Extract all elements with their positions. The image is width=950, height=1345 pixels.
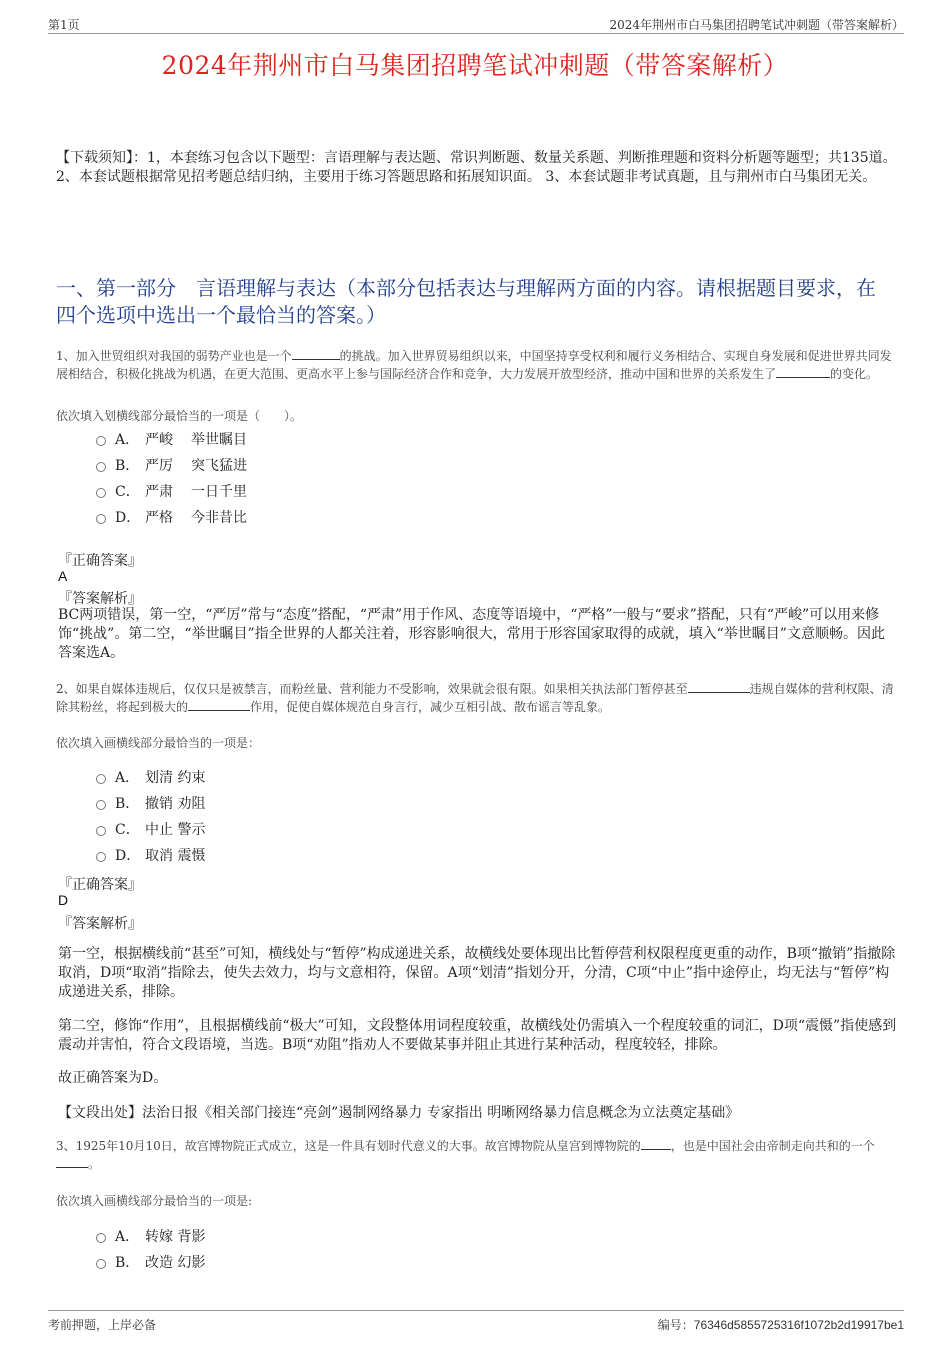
document-code: 编号：76346d5855725316f1072b2d19917be1 [657,1318,904,1332]
question-1-option-c[interactable]: C． 严肃 一日千里 [96,481,247,501]
radio-icon[interactable] [96,774,106,784]
question-3-prompt: 依次填入画横线部分最恰当的一项是: [56,1194,253,1208]
question-3-option-a[interactable]: A． 转嫁 背影 [96,1226,205,1246]
blank-line [688,681,750,693]
download-notice: 【下载须知】：1，本套练习包含以下题型：言语理解与表达题、常识判断题、数量关系题、判断推理题和资料分析题等题型；共135道。 2、本套试题根据常见招考题总结归纳，主要用于练习答题思路和拓展知识面。 3、本套试题非考试真题，且与荆州市白马集团无关。 [56,150,897,185]
radio-icon[interactable] [96,800,106,810]
correct-answer-label: 『正确答案』 [58,553,142,569]
question-2-explanation-3: 故正确答案为D。 [58,1070,168,1086]
question-2-source: 【文段出处】法治日报《相关部门接连“亮剑”遏制网络暴力 专家指出 明晰网络暴力信息概念为立法奠定基础》 [58,1105,740,1121]
question-1-option-d[interactable]: D． 严格 今非昔比 [96,507,247,527]
page-header [48,14,904,34]
header-doc-title: 2024年荆州市白马集团招聘笔试冲刺题（带答案解析） [609,18,904,32]
blank-line [292,348,340,360]
radio-icon[interactable] [96,514,106,524]
question-3-text: 3、1925年10月10日，故宫博物院正式成立，这是一件具有划时代意义的大事。故宫博物院从皇宫到博物院的 ，也是中国社会由帝制走向共和的一个。 [56,1139,875,1171]
blank-line [641,1138,671,1150]
section-title: 一、第一部分 言语理解与表达（本部分包括表达与理解两方面的内容。请根据题目要求，在四个选项中选出一个最恰当的答案。） [56,276,876,327]
answer-explanation-label: 『答案解析』 [58,916,142,932]
radio-icon[interactable] [96,852,106,862]
question-2-text: 2、如果自媒体违规后，仅仅只是被禁言，而粉丝量、营利能力不受影响，效果就会很有限。如果相关执法部门暂停甚至 违规自媒体的营利权限、清除其粉丝，将起到极大的 作用，促使自媒体规范自身言行，减少互相引战、散布谣言等乱象。 [56,682,894,714]
question-2-explanation-1: 第一空，根据横线前“甚至”可知，横线处与“暂停”构成递进关系，故横线处要体现出比暂停营利权限程度更重的动作，B项“撤销”指撤除取消，D项“取消”指除去，使失去效力，均与文意相符，保留。A项“划清”指划分开，分清，C项“中止”指中途停止，均无法与“暂停”构成递进关系，排除。 [58,946,896,1000]
question-1-answer: A [58,568,68,584]
radio-icon[interactable] [96,826,106,836]
answer-explanation-label: 『答案解析』 [58,591,142,607]
question-1-text: 1、加入世贸组织对我国的弱势产业也是一个 的挑战。加入世界贸易组织以来，中国坚持享受权利和履行义务相结合、实现自身发展和促进世界共同发展相结合，积极化挑战为机遇，在更大范围、更高水平上参与国际经济合作和竞争，大力发展开放型经济，推动中国和世界的关系发生了 的变化。 [56,349,892,381]
question-3-option-b[interactable]: B． 改造 幻影 [96,1252,205,1272]
footer-slogan: 考前押题，上岸必备 [48,1318,157,1332]
radio-icon[interactable] [96,488,106,498]
question-2-option-b[interactable]: B． 撤销 劝阻 [96,793,205,813]
question-2-option-c[interactable]: C． 中止 警示 [96,819,205,839]
page-title: 2024年荆州市白马集团招聘笔试冲刺题（带答案解析） [161,51,789,80]
question-1-prompt: 依次填入划横线部分最恰当的一项是（ ）。 [56,409,303,423]
radio-icon[interactable] [96,1233,106,1243]
question-2-option-a[interactable]: A． 划清 约束 [96,767,205,787]
question-2-answer: D [58,892,69,908]
question-1-option-b[interactable]: B． 严厉 突飞猛进 [96,455,247,475]
blank-line [56,1156,88,1168]
question-2-prompt: 依次填入画横线部分最恰当的一项是： [56,736,261,750]
correct-answer-label: 『正确答案』 [58,877,142,893]
question-2-option-d[interactable]: D． 取消 震慑 [96,845,205,865]
radio-icon[interactable] [96,462,106,472]
question-1-explanation: BC两项错误，第一空，“严厉”常与“态度”搭配，“严肃”用于作风、态度等语境中，“严格”一般与“要求”搭配，只有“严峻”可以用来修饰“挑战”。第二空，“举世瞩目”指全世界的人都关注着，形容影响很大，常用于形容国家取得的成就，填入“举世瞩目”文意顺畅。因此答案选A。 [58,607,885,661]
question-1-option-a[interactable]: A． 严峻 举世瞩目 [96,429,247,449]
radio-icon[interactable] [96,1259,106,1269]
blank-line [776,366,830,378]
blank-line [188,699,250,711]
question-2-explanation-2: 第二空，修饰“作用”，且根据横线前“极大”可知，文段整体用词程度较重，故横线处仍需填入一个程度较重的词汇，D项“震慑”指使感到震动并害怕，符合文段语境，当选。B项“劝阻”指劝人不要做某事并阻止其进行某种活动，程度较轻，排除。 [58,1018,897,1053]
radio-icon[interactable] [96,436,106,446]
page-number: 第1页 [48,18,80,32]
page-footer [48,1310,904,1332]
